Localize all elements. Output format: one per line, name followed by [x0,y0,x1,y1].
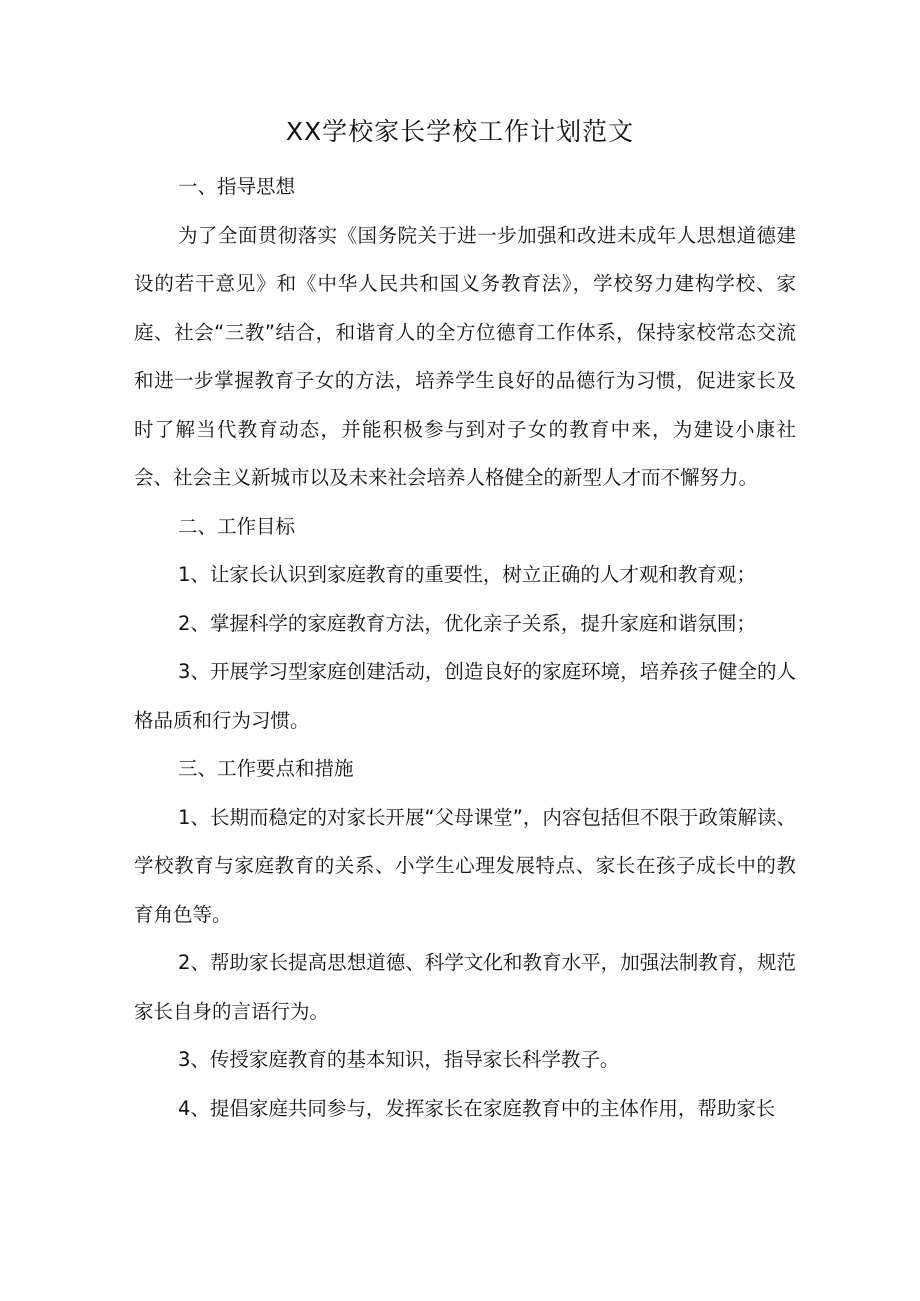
section-work-goals [134,503,796,746]
section-guiding-ideology [134,163,796,503]
section-heading: 二、工作目标 [178,514,296,538]
section-work-points [134,745,796,1133]
section-heading: 三、工作要点和措施 [178,757,354,780]
section-heading: 一、指导思想 [178,175,296,198]
paragraph: 为了全面贯彻落实《国务院关于进一步加强和改进未成年人思想道德建设的若干意见》和《中华人民共和国义务教育法》，学校努力建构学校、家庭、社会“三教”结合，和谐育人的全方位德育工作体系，保持家校常态交流和进一步掌握教育子女的方法，培养学生良好的品德行为习惯，促进家长及时了解当代教育动态，并能积极参与到对子女的教育中来，为建设小康社会、社会主义新城市以及未来社会培养人格健全的新型人才而不懈努力。 [134,223,796,489]
document-body [134,163,796,1133]
list-item: 2、帮助家长提高思想道德、科学文化和教育水平，加强法制教育，规范家长自身的言语行为。 [134,951,796,1023]
list-item: 3、开展学习型家庭创建活动，创造良好的家庭环境，培养孩子健全的人格品质和行为习惯。 [134,660,796,732]
list-item: 4、提倡家庭共同参与，发挥家长在家庭教育中的主体作用，帮助家长 [178,1096,776,1120]
list-item: 1、让家长认识到家庭教育的重要性，树立正确的人才观和教育观； [178,563,756,586]
document-title: XX学校家长学校工作计划范文 [285,117,635,146]
list-item: 3、传授家庭教育的基本知识，指导家长科学教子。 [178,1048,620,1071]
list-item: 1、长期而稳定的对家长开展“父母课堂”，内容包括但不限于政策解读、学校教育与家庭教育的关系、小学生心理发展特点、家长在孩子成长中的教育角色等。 [134,805,796,926]
list-item: 2、掌握科学的家庭教育方法，优化亲子关系，提升家庭和谐氛围； [178,611,756,635]
